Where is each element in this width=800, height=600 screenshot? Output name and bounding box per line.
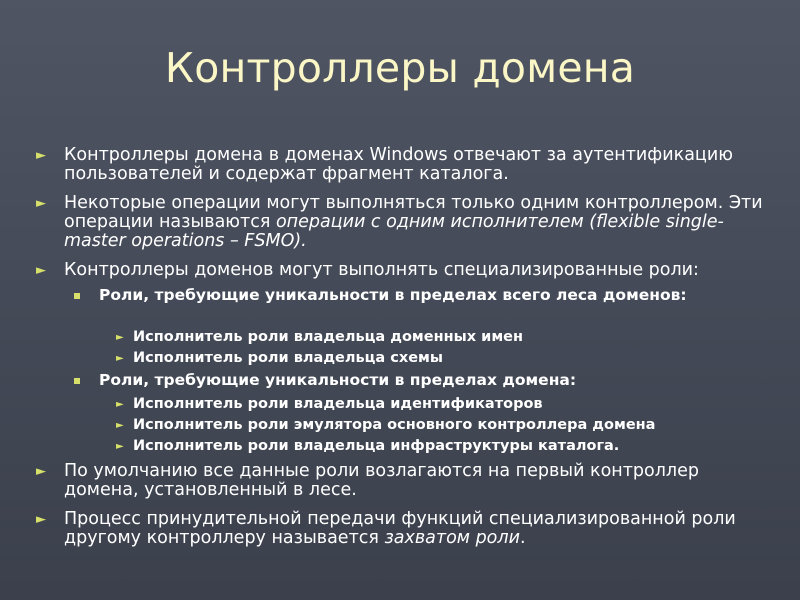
bullet-item [36, 510, 776, 548]
sub-sub-bullet-item [116, 328, 523, 347]
small-triangle-bullet-icon: ► [116, 420, 124, 431]
sub-sub-bullet-text [133, 416, 655, 435]
sub-sub-bullet-item [116, 395, 543, 414]
bullet-text-part: Контроллеры домена в доменах Windows отвечают за аутентификацию пользователей и содержат фрагмент каталога. [64, 145, 733, 184]
sub-sub-bullet-text [133, 349, 443, 368]
triangle-bullet-icon: ► [36, 196, 46, 211]
bullet-text-part: Контроллеры доменов могут выполнять специализированные роли: [64, 260, 699, 280]
bullet-text-part: Роли, требующие уникальности в пределах всего леса доменов: [99, 286, 687, 304]
bullet-text-italic: захватом роли [384, 528, 520, 548]
slide-title: Контроллеры домена [164, 44, 636, 92]
bullet-text-part: Исполнитель роли владельца доменных имен [133, 329, 524, 345]
bullet-item [36, 194, 776, 251]
bullet-text-part: Некоторые операции могут выполняться только одним контроллером. Эти операции называются [64, 193, 763, 232]
triangle-bullet-icon: ► [36, 464, 46, 479]
bullet-text-part: Исполнитель роли владельца инфраструктуры каталога. [133, 438, 620, 454]
triangle-bullet-icon: ► [36, 148, 46, 163]
small-triangle-bullet-icon: ► [116, 441, 124, 452]
square-bullet-icon [74, 372, 99, 390]
sub-sub-bullet-text [133, 395, 543, 414]
bullet-text-italic: операции с одним исполнителем (flexible single-master operations – FSMO). [64, 212, 724, 251]
triangle-bullet-icon: ► [36, 512, 46, 527]
sub-bullet-item [74, 287, 709, 305]
sub-sub-bullet-item [116, 416, 655, 435]
sub-bullet-text [99, 287, 709, 304]
small-triangle-bullet-icon: ► [116, 353, 124, 364]
bullet-text-part: Исполнитель роли эмулятора основного контроллера домена [133, 417, 656, 433]
bullet-text-part: Исполнитель роли владельца схемы [133, 350, 443, 366]
bullet-text-part: По умолчанию все данные роли возлагаются на первый контроллер домена, установленный в лесе. [64, 461, 699, 500]
bullet-text [64, 146, 776, 184]
triangle-bullet-icon: ► [36, 263, 46, 278]
bullet-item [36, 462, 776, 500]
sub-sub-bullet-text [133, 437, 619, 456]
square-bullet-icon [74, 287, 99, 305]
bullet-text-part: Исполнитель роли владельца идентификаторов [133, 396, 543, 412]
sub-bullet-text [99, 372, 709, 389]
sub-bullet-item [74, 372, 709, 390]
sub-sub-bullet-item [116, 349, 443, 368]
bullet-text [64, 462, 776, 500]
bullet-text [64, 194, 776, 251]
sub-sub-bullet-item [116, 437, 619, 456]
sub-sub-bullet-text [133, 328, 523, 347]
bullet-text-part: Роли, требующие уникальности в пределах домена: [99, 371, 577, 389]
bullet-text [64, 261, 776, 280]
bullet-item [36, 146, 776, 184]
small-triangle-bullet-icon: ► [116, 399, 124, 410]
bullet-text-part: . [519, 528, 526, 548]
bullet-item [36, 261, 776, 280]
bullet-text-part: Процесс принудительной передачи функций специализированной роли другому контроллеру называется [64, 509, 736, 548]
bullet-text [64, 510, 776, 548]
small-triangle-bullet-icon: ► [116, 332, 124, 343]
